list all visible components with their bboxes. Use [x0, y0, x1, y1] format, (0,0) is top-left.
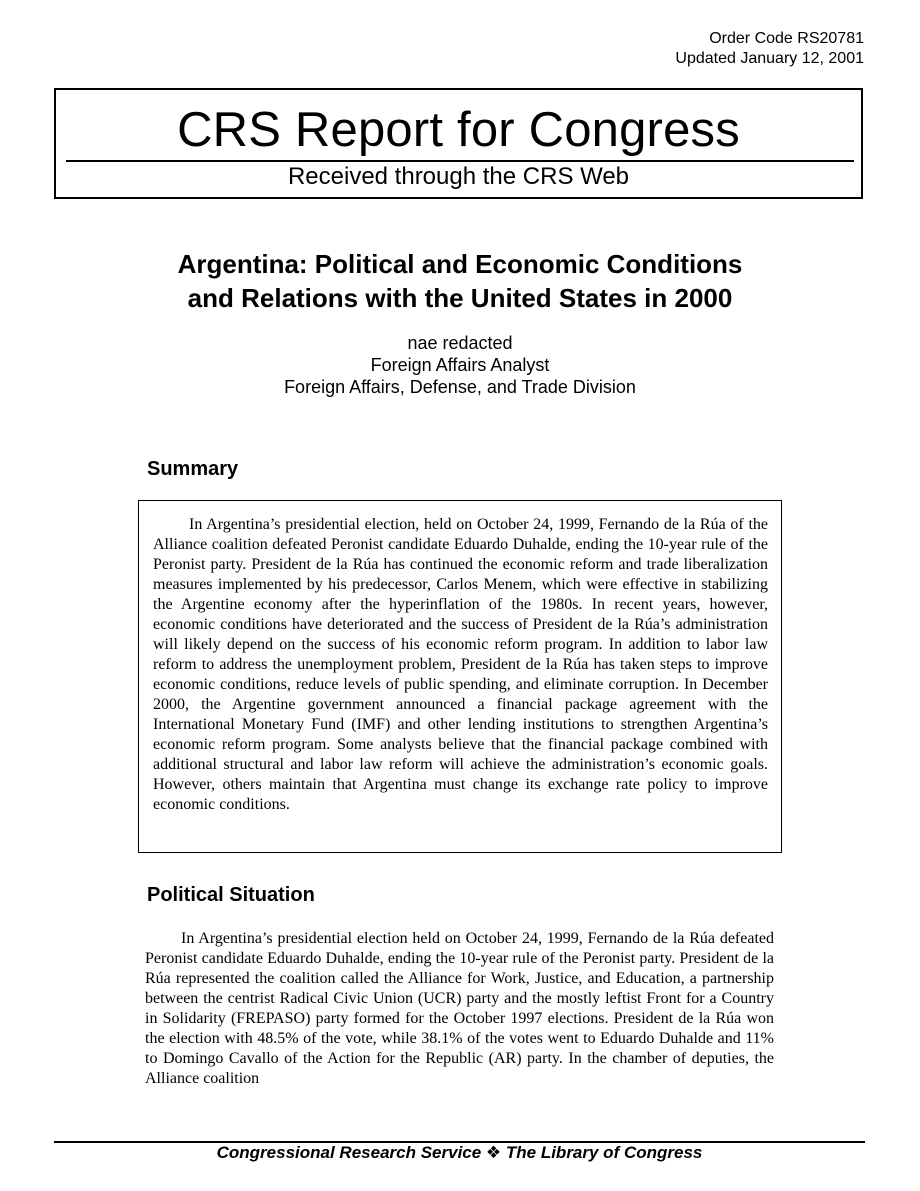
masthead-rule: [66, 160, 854, 162]
summary-heading: Summary: [147, 458, 239, 480]
order-code-block: [675, 29, 864, 69]
summary-text: In Argentina’s presidential election, held on October 24, 1999, Fernando de la Rúa of the Alliance coalition defeated Peronist candidate Eduardo Duhalde, ending the 10-year rule of the Peronist party. President de la Rúa has continued the economic reform and trade liberalization measures implemented by his predecessor, Carlos Menem, which were effective in stabilizing the Argentine economy after the hyperinflation of the 1980s. In recent years, however, economic conditions have deteriorated and the success of President de la Rúa’s administration will likely depend on the success of his economic reform program. In addition to labor law reform to address the unemployment problem, President de la Rúa has taken steps to improve economic conditions, reduce levels of public spending, and eliminate corruption. In December 2000, the Argentine government announced a financial package agreement with the International Monetary Fund (IMF) and other lending institutions to strengthen Argentina’s economic reform program. Some analysts believe that the financial package combined with additional structural and labor law reform will achieve the administration’s economic goals. However, others maintain that Argentina must change its exchange rate policy to improve economic conditions.: [153, 516, 768, 813]
author-division: Foreign Affairs, Defense, and Trade Division: [284, 377, 636, 397]
political-situation-heading: Political Situation: [147, 884, 315, 906]
author-block: [100, 332, 820, 398]
report-title: [100, 247, 820, 315]
footer-text: Congressional Research Service ❖ The Library of Congress: [216, 1143, 703, 1162]
summary-box: [138, 500, 782, 853]
masthead-title: CRS Report for Congress: [177, 103, 740, 157]
author-name: nae redacted: [407, 333, 513, 353]
political-situation-text: In Argentina’s presidential election held on October 24, 1999, Fernando de la Rúa defeated Peronist candidate Eduardo Duhalde, ending the 10-year rule of the Peronist party. President de la Rúa represented the coalition called the Alliance for Work, Justice, and Education, a partnership between the centrist Radical Civic Union (UCR) party and the mostly leftist Front for a Country in Solidarity (FREPASO) party formed for the October 1997 elections. President de la Rúa won the election with 48.5% of the vote, while 38.1% of the votes went to Eduardo Duhalde and 11% to Domingo Cavallo of the Action for the Republic (AR) party. In the chamber of deputies, the Alliance coalition: [145, 930, 774, 1087]
report-title-line-2: and Relations with the United States in 2000: [187, 283, 733, 313]
masthead-box: [54, 88, 863, 199]
order-code: Order Code RS20781: [709, 30, 864, 47]
report-title-line-1: Argentina: Political and Economic Conditions: [177, 249, 743, 279]
author-role: Foreign Affairs Analyst: [370, 355, 550, 375]
updated-date: Updated January 12, 2001: [675, 50, 864, 67]
masthead-subtitle: Received through the CRS Web: [287, 163, 630, 190]
